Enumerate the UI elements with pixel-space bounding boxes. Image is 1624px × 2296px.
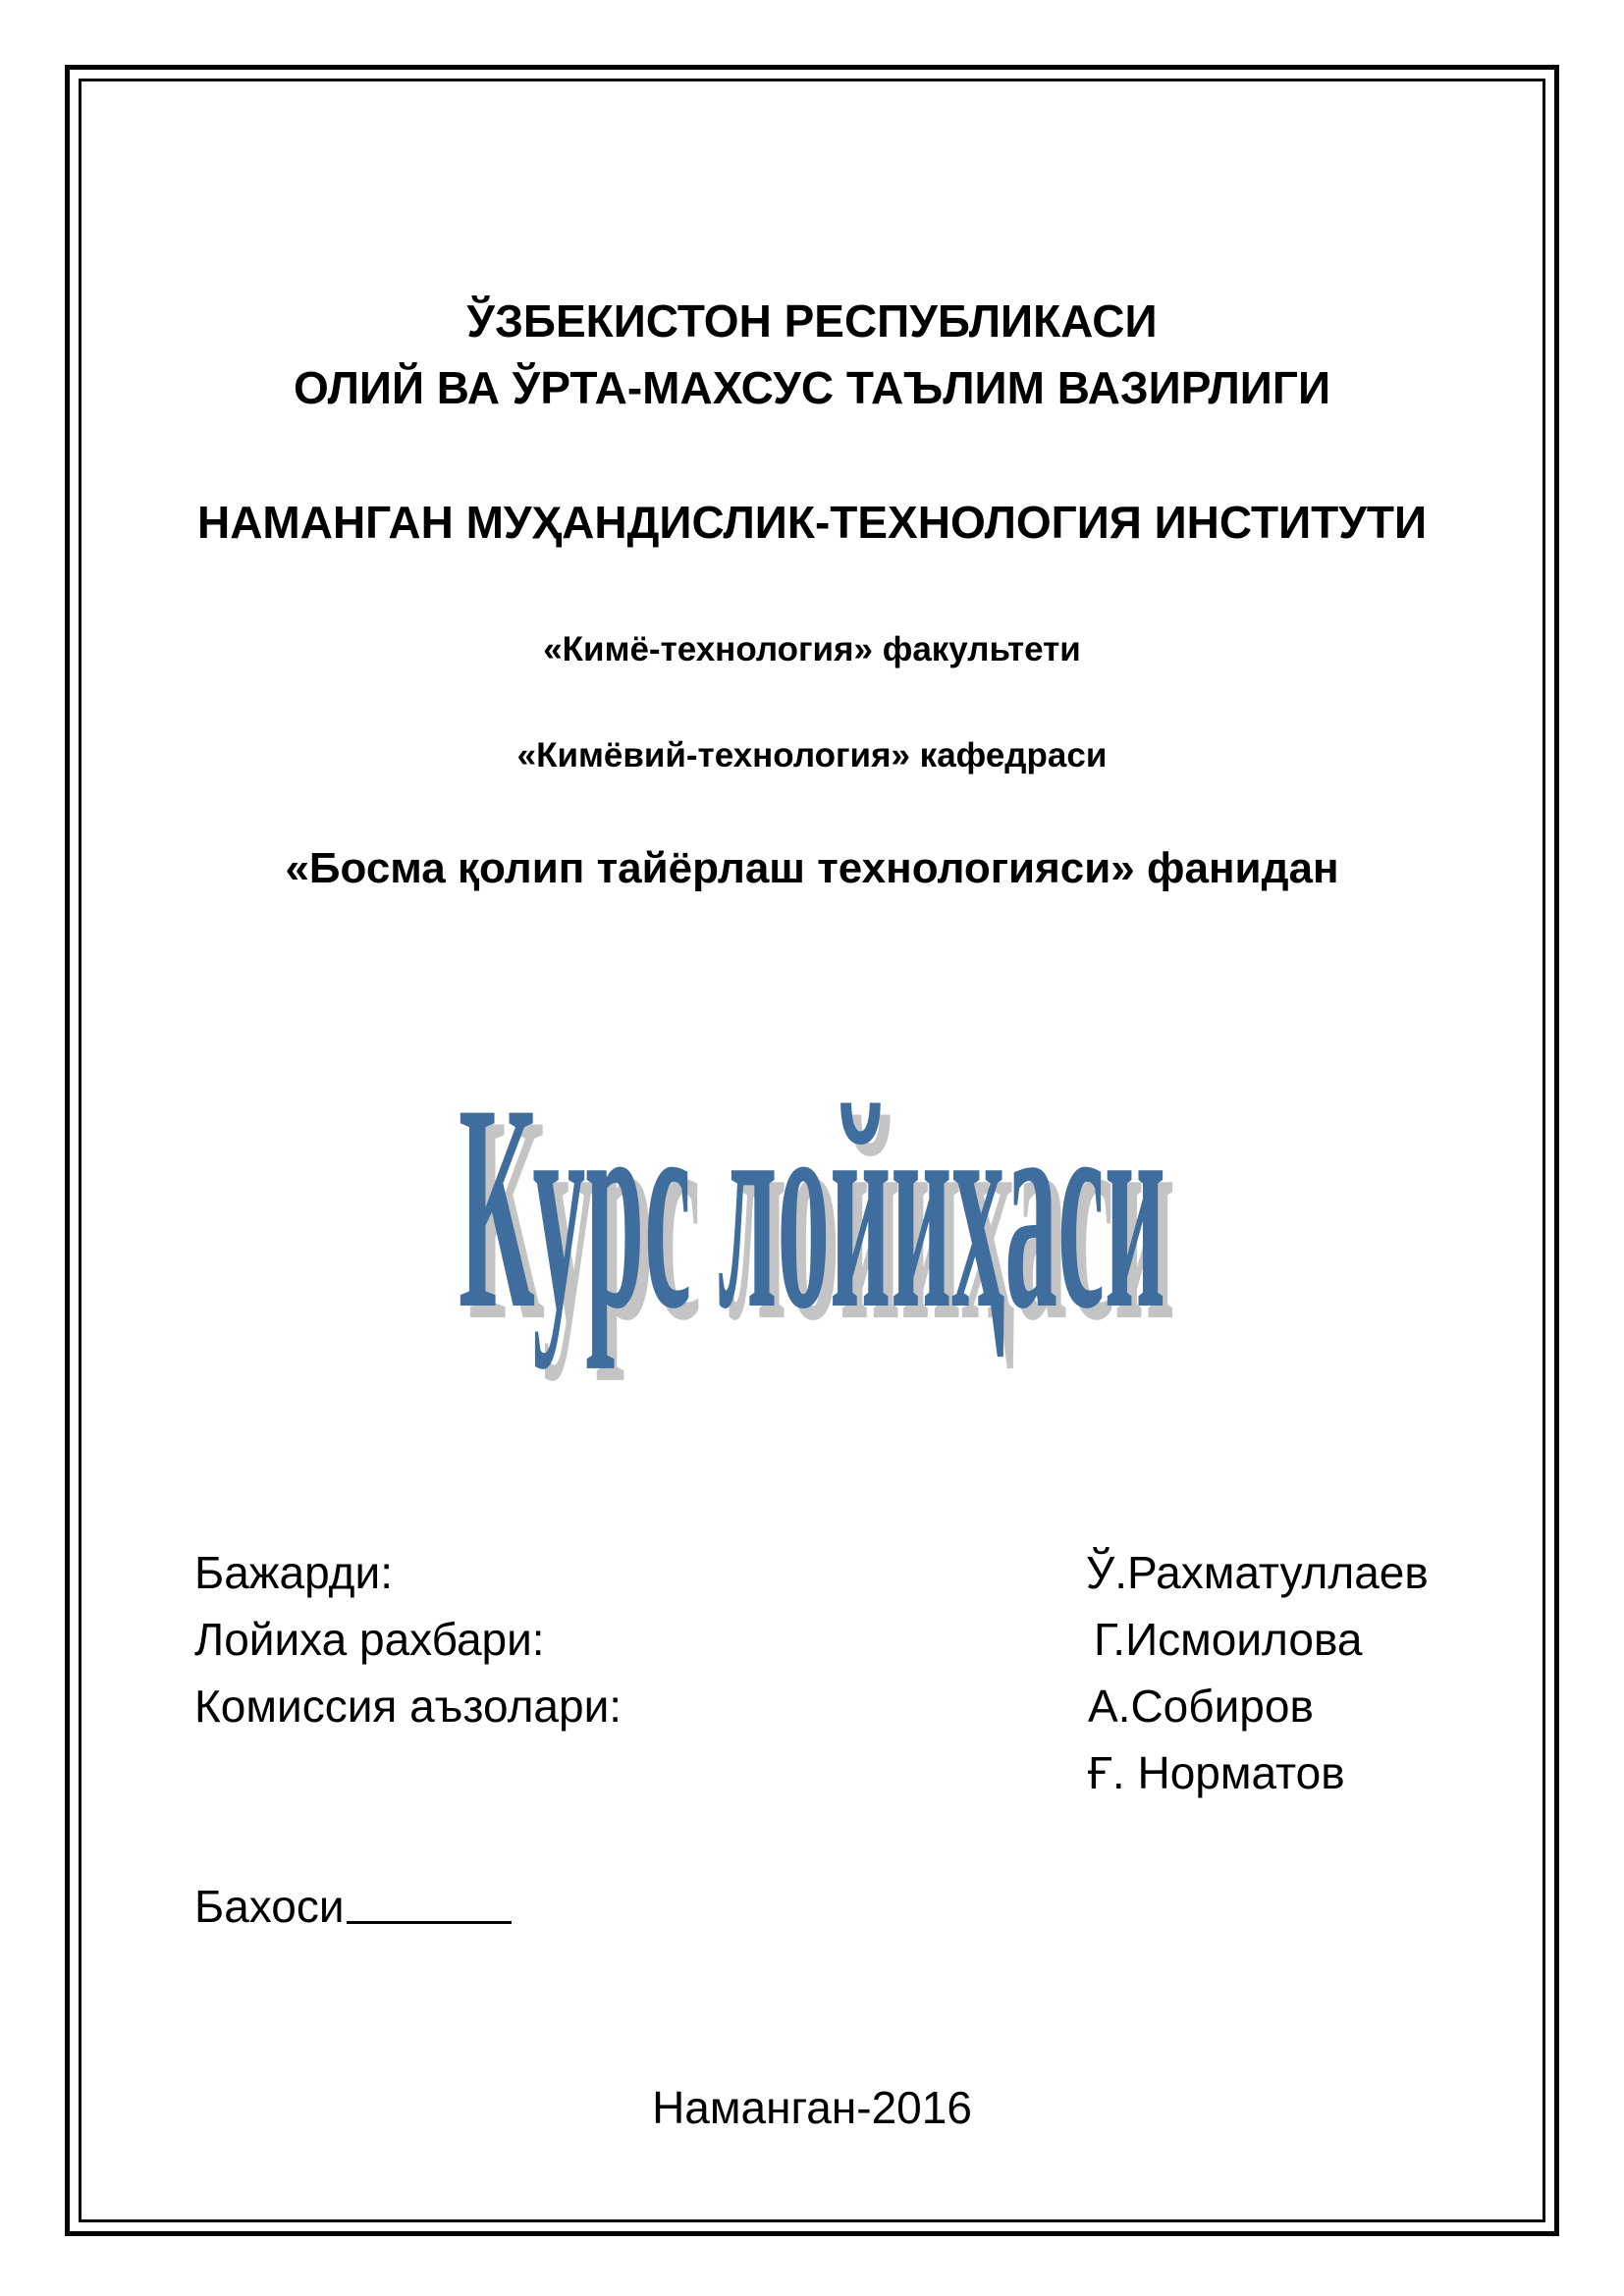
role-label-performer: Бажарди:	[194, 1547, 393, 1598]
role-label-supervisor: Лойиха рахбари:	[194, 1614, 545, 1665]
document-title	[79, 1011, 1545, 1423]
city-year: Наманган-2016	[652, 2082, 972, 2133]
document-title-text: Курс лойиҳаси	[458, 1042, 1165, 1370]
performer-name: Ў.Рахматуллаев	[1086, 1547, 1429, 1598]
institute-name: НАМАНГАН МУҲАНДИСЛИК-ТЕХНОЛОГИЯ ИНСТИТУТИ	[196, 497, 1428, 548]
document-title-shadow: Курс лойиҳаси	[468, 1054, 1175, 1382]
commission-member-1: А.Собиров	[1088, 1681, 1314, 1732]
grade-blank-line	[347, 1921, 512, 1924]
commission-member-2: Ғ. Норматов	[1088, 1747, 1345, 1798]
department-name: «Кимёвий-технология» кафедраси	[516, 736, 1108, 774]
supervisor-name: Г.Исмоилова	[1094, 1614, 1363, 1665]
faculty-name: «Кимё-технология» факультети	[543, 630, 1081, 668]
ministry-line-1: ЎЗБЕКИСТОН РЕСПУБЛИКАСИ	[466, 295, 1158, 347]
ministry-line-2: ОЛИЙ ВА ЎРТА-МАХСУС ТАЪЛИМ ВАЗИРЛИГИ	[293, 362, 1331, 413]
role-label-commission: Комиссия аъзолари:	[194, 1681, 623, 1732]
grade-field	[194, 1880, 512, 1933]
subject-name: «Босма қолип тайёрлаш технологияси» фанидан	[285, 844, 1339, 892]
grade-label: Бахоси	[194, 1881, 345, 1932]
